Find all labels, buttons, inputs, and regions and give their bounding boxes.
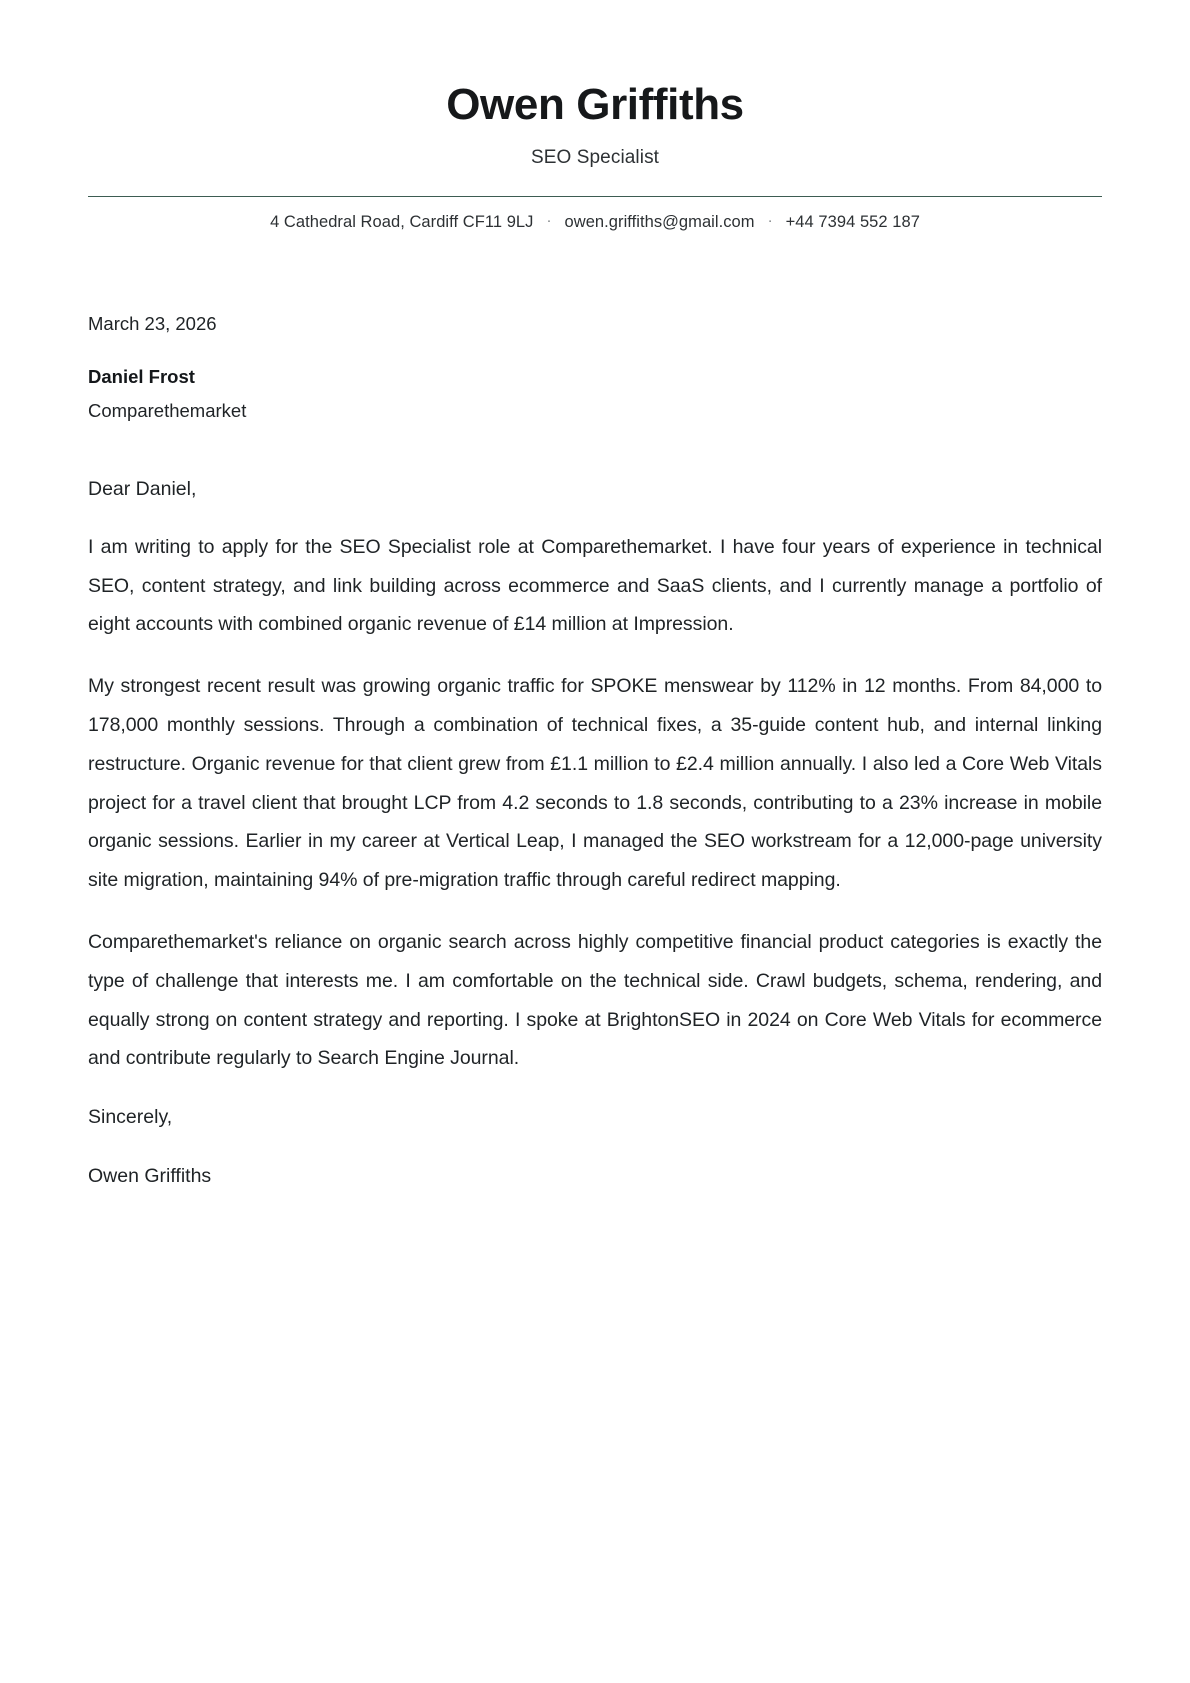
letter-header — [88, 66, 1102, 232]
contact-phone[interactable]: +44 7394 552 187 — [785, 212, 920, 231]
job-title: SEO Specialist — [530, 146, 660, 168]
letter-body — [88, 310, 1102, 1193]
contact-separator-icon: · — [546, 211, 552, 229]
contact-separator-icon: · — [767, 211, 773, 229]
body-paragraph-2: My strongest recent result was growing organic traffic for SPOKE menswear by 112% in 12 months. From 84,000 to 178,000 monthly sessions. Through a combination of technical fixes, a 35-guide content hub, and internal linking restructure. Organic revenue for that client grew from £1.1 million to £2.4 million annually. I also led a Core Web Vitals project for a travel client that brought LCP from 4.2 seconds to 1.8 seconds, contributing to a 23% increase in mobile organic sessions. Earlier in my career at Vertical Leap, I managed the SEO workstream for a 12,000-page university site migration, maintaining 94% of pre-migration traffic through careful redirect mapping. — [88, 675, 1102, 892]
salutation: Dear Daniel, — [88, 477, 197, 500]
signature-name: Owen Griffiths — [88, 1165, 212, 1188]
recipient-block — [88, 363, 1102, 425]
header-divider — [88, 196, 1102, 197]
closing-salutation: Sincerely, — [88, 1106, 173, 1129]
contact-address: 4 Cathedral Road, Cardiff CF11 9LJ — [270, 212, 534, 231]
contact-line — [88, 213, 1102, 232]
body-paragraph-1: I am writing to apply for the SEO Specialist role at Comparethemarket. I have four years of experience in technical SEO, content strategy, and link building across ecommerce and SaaS clients, and I currently manage a portfolio of eight accounts with combined organic revenue of £14 million at Impression. — [88, 535, 1102, 636]
recipient-company: Comparethemarket — [88, 400, 247, 422]
contact-email[interactable]: owen.griffiths@gmail.com — [564, 212, 755, 231]
recipient-name: Daniel Frost — [88, 366, 195, 388]
letter-date: March 23, 2026 — [88, 312, 217, 334]
page-title: Owen Griffiths — [446, 80, 744, 129]
body-paragraph-3: Comparethemarket's reliance on organic search across highly competitive financial product categories is exactly the type of challenge that interests me. I am comfortable on the technical side. Crawl budgets, schema, rendering, and equally strong on content strategy and reporting. I spoke at BrightonSEO in 2024 on Core Web Vitals for ecommerce and contribute regularly to Search Engine Journal. — [88, 931, 1102, 1070]
